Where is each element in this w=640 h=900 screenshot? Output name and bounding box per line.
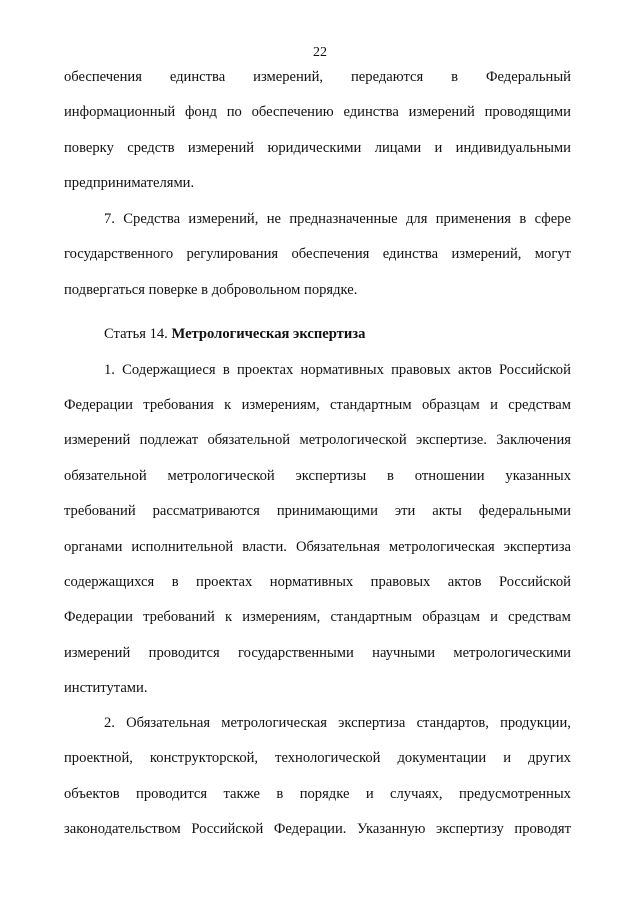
word: проводят [514, 821, 571, 837]
text-line [64, 396, 571, 414]
word: метрологическая [221, 715, 327, 731]
word: объектов [64, 786, 120, 802]
text-line [64, 103, 571, 121]
word: обязательной [64, 468, 147, 484]
word: также [223, 786, 260, 802]
text-line [104, 361, 571, 379]
word: стандартов, [416, 715, 489, 731]
word: измерений [408, 104, 475, 120]
text-line [64, 467, 571, 485]
article-number: Статья 14. [104, 326, 168, 342]
word: образцам [422, 609, 480, 625]
word: и [503, 750, 512, 766]
word: могут [534, 246, 571, 262]
word: к [224, 397, 232, 413]
article-title: Метрологическая экспертиза [171, 326, 366, 342]
word: экспертизу [436, 821, 504, 837]
word: проводящими [484, 104, 571, 120]
word: правовых [370, 574, 431, 590]
word: проектах [236, 362, 294, 378]
word: обеспечения [64, 69, 142, 85]
word: проектной, [64, 750, 133, 766]
word: документации [397, 750, 487, 766]
word: Федерации. [273, 821, 347, 837]
word: технологической [275, 750, 381, 766]
word: метрологическая [388, 539, 495, 555]
word: экспертизы [295, 468, 367, 484]
word: порядке [299, 786, 350, 802]
word: единства [343, 104, 399, 120]
word: и [365, 786, 374, 802]
word: информационный [64, 104, 176, 120]
word: требований [64, 503, 136, 519]
word: проектах [196, 574, 253, 590]
word: по [226, 104, 242, 120]
word: содержащихся [64, 574, 155, 590]
word: метрологической [299, 432, 407, 448]
word: нормативных [269, 574, 354, 590]
word: в [222, 362, 230, 378]
article-heading [104, 325, 611, 343]
word: поверку [64, 140, 114, 156]
word: органами [64, 539, 123, 555]
word: единства [169, 69, 226, 85]
word: принимающими [276, 503, 378, 519]
word: продукции, [500, 715, 571, 731]
word: измерений, [451, 246, 522, 262]
text-line: подвергаться поверке в добровольном порядке. [64, 282, 358, 298]
word: средствам [508, 397, 571, 413]
word: исполнительной [131, 539, 234, 555]
word: Российской [191, 821, 264, 837]
word: не [266, 211, 281, 227]
word: измерений, [253, 69, 324, 85]
word: Федерации [64, 609, 133, 625]
word: обеспечения [291, 246, 370, 262]
word: научными [372, 645, 435, 661]
text-line: институтами. [64, 680, 148, 696]
word: измерений [187, 140, 255, 156]
word: в [171, 574, 179, 590]
text-line [64, 431, 571, 449]
word: других [528, 750, 571, 766]
word: предусмотренных [458, 786, 571, 802]
word: Обязательная [126, 715, 211, 731]
word: измерениям, [242, 609, 321, 625]
word: единства [382, 246, 439, 262]
word: государственными [238, 645, 354, 661]
word: власти. [242, 539, 287, 555]
word: фонд [184, 104, 217, 120]
word: передаются [351, 69, 424, 85]
word: Указанную [356, 821, 426, 837]
page-number: 22 [313, 45, 327, 60]
text-line [64, 644, 571, 662]
text-line [64, 245, 571, 263]
word: Российской [498, 362, 571, 378]
text-line [64, 139, 571, 157]
word: к [224, 609, 233, 625]
word: актов [447, 574, 482, 590]
word: сфере [534, 211, 571, 227]
text-line [64, 608, 571, 626]
text-line [104, 714, 571, 732]
text-line [64, 785, 571, 803]
word: указанных [505, 468, 571, 484]
word: лицами [374, 140, 422, 156]
word: и [490, 609, 498, 625]
word: обязательной [207, 432, 291, 448]
word: стандартным [330, 609, 413, 625]
word: для [405, 211, 428, 227]
word: Содержащиеся [122, 362, 216, 378]
word: обеспечению [251, 104, 334, 120]
text-line [64, 573, 571, 591]
word: и [434, 140, 443, 156]
word: измерениям, [241, 397, 320, 413]
word: средств [127, 140, 175, 156]
word: экспертиза [338, 715, 406, 731]
word: случаях, [390, 786, 443, 802]
word: проводится [148, 645, 220, 661]
word: государственного [64, 246, 174, 262]
word: индивидуальными [455, 140, 571, 156]
word: нормативных [300, 362, 384, 378]
word: Средства [123, 211, 181, 227]
word: актов [458, 362, 492, 378]
word: и [490, 397, 498, 413]
word: правовых [391, 362, 451, 378]
word: Федеральный [485, 69, 571, 85]
word: в [519, 211, 527, 227]
word: 2. [104, 715, 115, 731]
word: измерений [64, 432, 131, 448]
word: применения [435, 211, 511, 227]
word: предназначенные [289, 211, 398, 227]
word: в [276, 786, 284, 802]
text-line: предпринимателями. [64, 175, 195, 191]
word: образцам [421, 397, 480, 413]
word: федеральными [478, 503, 571, 519]
word: экспертизе. [416, 432, 487, 448]
word: измерений, [188, 211, 259, 227]
word: стандартным [330, 397, 412, 413]
word: Российской [499, 574, 571, 590]
word: Заключения [496, 432, 571, 448]
word: акты [432, 503, 462, 519]
word: проводится [136, 786, 208, 802]
text-line [104, 210, 571, 228]
word: в [387, 468, 394, 484]
text-line [64, 68, 571, 86]
word: требования [143, 397, 214, 413]
word: средствам [508, 609, 571, 625]
word: в [451, 69, 459, 85]
word: юридическими [267, 140, 362, 156]
word: метрологическими [453, 645, 571, 661]
word: измерений [64, 645, 131, 661]
word: подлежат [139, 432, 199, 448]
word: экспертиза [503, 539, 571, 555]
word: регулирования [186, 246, 279, 262]
word: 7. [104, 211, 115, 227]
word: эти [394, 503, 416, 519]
word: 1. [104, 362, 115, 378]
word: конструкторской, [149, 750, 259, 766]
word: законодательством [64, 821, 181, 837]
word: рассматриваются [152, 503, 260, 519]
word: отношении [414, 468, 485, 484]
text-line [64, 820, 571, 838]
word: Федерации [64, 397, 133, 413]
text-line [64, 538, 571, 556]
word: требований [143, 609, 215, 625]
word: Обязательная [295, 539, 380, 555]
word: метрологической [167, 468, 275, 484]
text-line [64, 749, 571, 767]
text-line [64, 502, 571, 520]
